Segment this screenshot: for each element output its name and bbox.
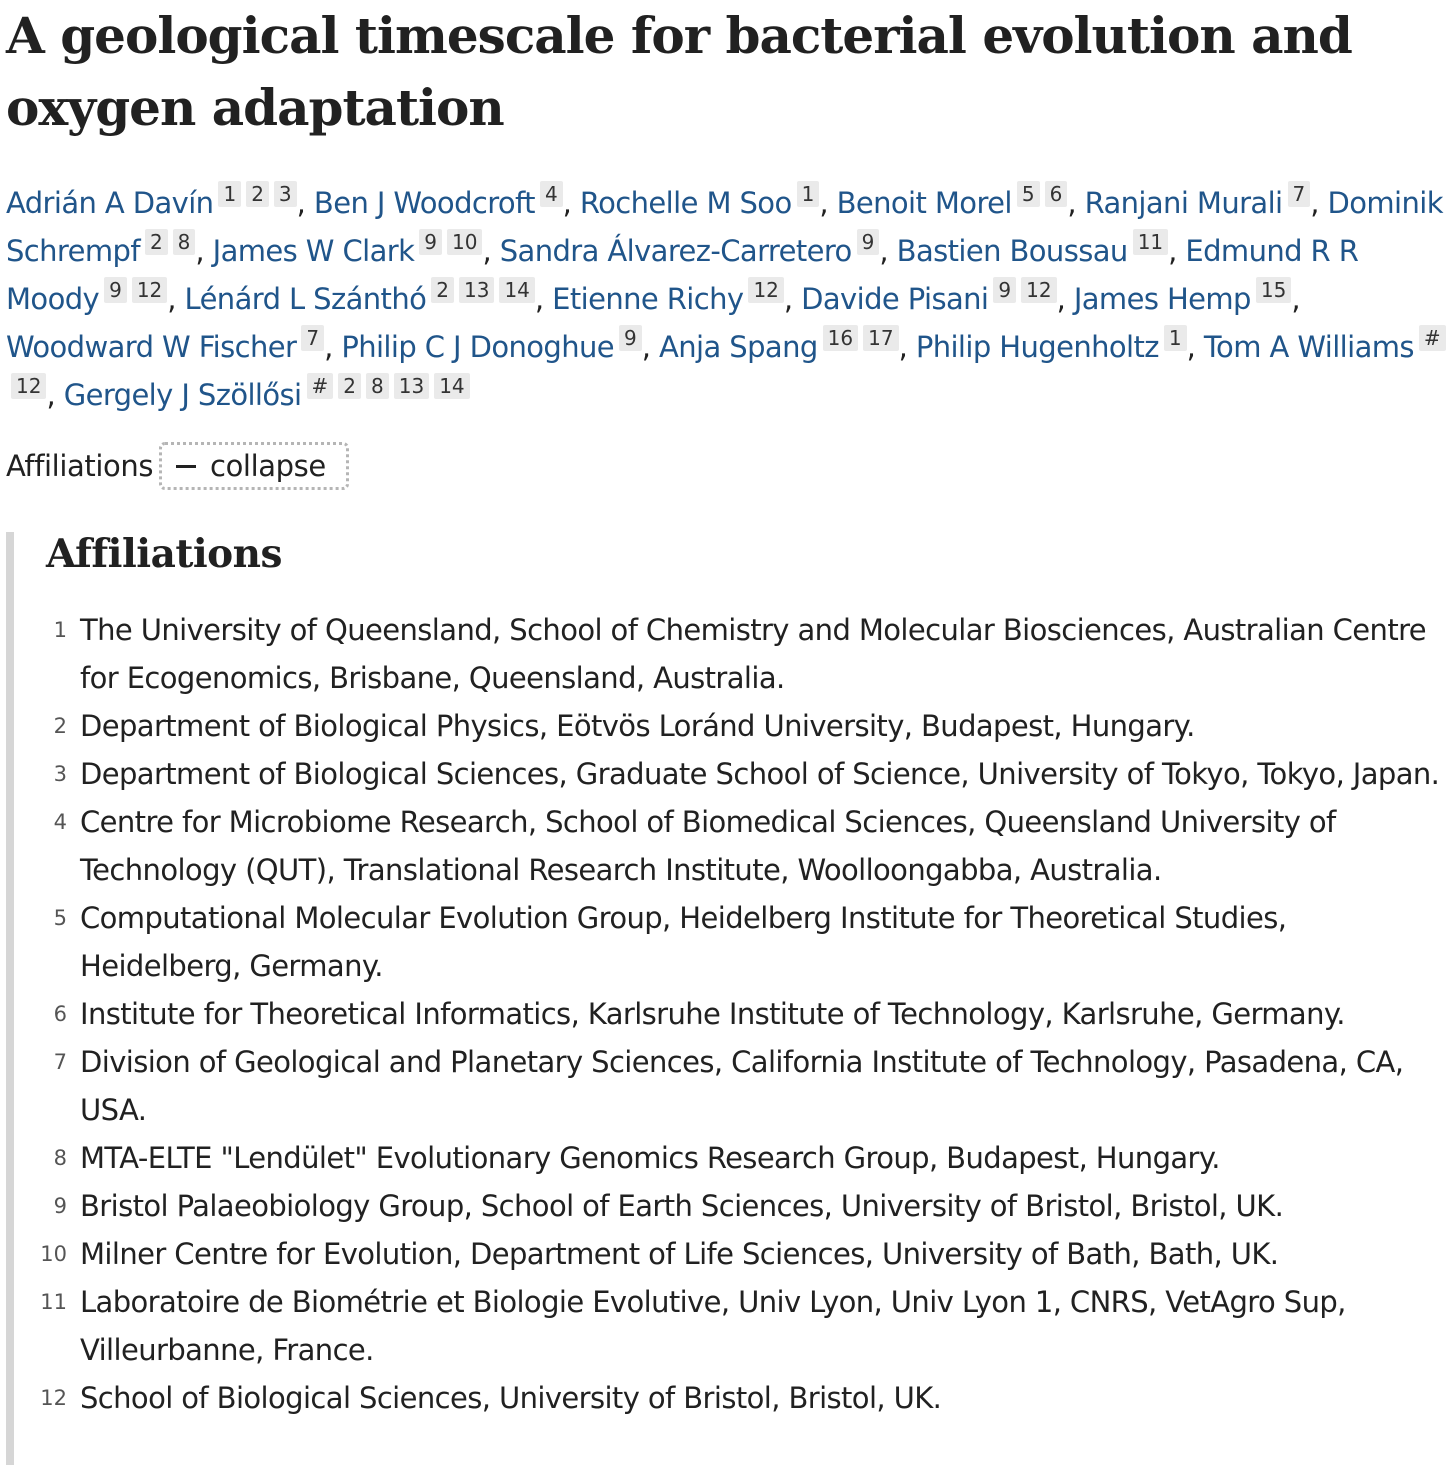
author-entry xyxy=(659,326,916,364)
author-link[interactable]: James Hemp xyxy=(1073,282,1251,316)
author-separator: , xyxy=(562,186,580,220)
author-separator: , xyxy=(1310,186,1328,220)
affiliation-text: School of Biological Sciences, University of Bristol, Bristol, UK. xyxy=(80,1381,942,1415)
affiliation-ref-badge[interactable]: 7 xyxy=(301,325,324,351)
affiliation-number: 2 xyxy=(53,714,67,738)
author-entry xyxy=(6,326,342,364)
author-separator: , xyxy=(324,330,342,364)
author-entry xyxy=(552,278,802,316)
affiliation-ref-badge[interactable]: 3 xyxy=(274,181,297,207)
affiliation-ref-badge[interactable]: 9 xyxy=(857,229,880,255)
author-link[interactable]: Edmund R R Moody xyxy=(6,234,1359,316)
author-link[interactable]: Dominik Schrempf xyxy=(6,186,1443,268)
author-link[interactable]: Ben J Woodcroft xyxy=(313,186,535,220)
affiliation-ref-badge[interactable]: 11 xyxy=(1133,229,1168,255)
author-entry xyxy=(579,182,837,220)
affiliation-text: Bristol Palaeobiology Group, School of Earth Sciences, University of Bristol, Bristol, UK. xyxy=(80,1189,1284,1223)
author-separator: , xyxy=(898,330,916,364)
collapse-affiliations-button[interactable] xyxy=(159,442,349,490)
affiliation-ref-badge[interactable]: 10 xyxy=(447,229,482,255)
affiliation-item xyxy=(14,1182,1451,1230)
author-link[interactable]: Ranjani Murali xyxy=(1084,186,1283,220)
affiliation-ref-badge[interactable]: 1 xyxy=(797,181,820,207)
affiliation-text: Milner Centre for Evolution, Department of Life Sciences, University of Bath, Bath, UK. xyxy=(80,1237,1279,1271)
minus-icon xyxy=(176,465,196,468)
author-separator: , xyxy=(1056,282,1074,316)
affiliation-number: 12 xyxy=(40,1386,67,1410)
affiliations-list xyxy=(14,606,1451,1422)
affiliation-ref-badge[interactable]: 16 xyxy=(823,325,858,351)
affiliation-text: Laboratoire de Biométrie et Biologie Evolutive, Univ Lyon, Univ Lyon 1, CNRS, VetAgro Sup, Villeurbanne, France. xyxy=(80,1285,1346,1367)
affiliation-number: 4 xyxy=(53,810,67,834)
affiliation-item xyxy=(14,606,1451,702)
affiliation-ref-badge[interactable]: 9 xyxy=(419,229,442,255)
affiliation-text: Centre for Microbiome Research, School of Biomedical Sciences, Queensland University of Technology (QUT), Translational Research Institute, Woolloongabba, Australia. xyxy=(80,805,1336,887)
author-entry xyxy=(212,230,500,268)
author-entry xyxy=(1084,182,1328,220)
author-separator: , xyxy=(819,186,837,220)
affiliation-number: 5 xyxy=(53,906,67,930)
affiliation-item xyxy=(14,1134,1451,1182)
author-separator: , xyxy=(1291,282,1300,316)
affiliation-item xyxy=(14,894,1451,990)
author-entry xyxy=(499,230,897,268)
affiliation-number: 1 xyxy=(53,618,67,642)
affiliation-ref-badge[interactable]: 14 xyxy=(499,277,534,303)
affiliation-ref-badge[interactable]: # xyxy=(307,373,334,399)
affiliation-number: 8 xyxy=(53,1146,67,1170)
affiliation-ref-badge[interactable]: 17 xyxy=(863,325,898,351)
affiliation-ref-badge[interactable]: 4 xyxy=(540,181,563,207)
author-link[interactable]: Gergely J Szöllősi xyxy=(63,378,302,412)
author-entry xyxy=(915,326,1204,364)
affiliation-ref-badge[interactable]: 8 xyxy=(173,229,196,255)
author-entry xyxy=(836,182,1085,220)
author-separator: , xyxy=(783,282,802,316)
affiliation-item xyxy=(14,990,1451,1038)
affiliation-text: Division of Geological and Planetary Sciences, California Institute of Technology, Pasadena, CA, USA. xyxy=(80,1045,1404,1127)
affiliation-ref-badge[interactable]: 12 xyxy=(11,373,46,399)
author-entry xyxy=(341,326,660,364)
author-link[interactable]: Davide Pisani xyxy=(801,282,989,316)
affiliation-number: 3 xyxy=(53,762,67,786)
author-separator: , xyxy=(46,378,64,412)
author-separator: , xyxy=(296,186,314,220)
author-separator: , xyxy=(641,330,660,364)
author-link[interactable]: Rochelle M Soo xyxy=(579,186,792,220)
affiliation-text: MTA-ELTE "Lendület" Evolutionary Genomics Research Group, Budapest, Hungary. xyxy=(80,1141,1220,1175)
affiliation-ref-badge[interactable]: 5 xyxy=(1017,181,1040,207)
affiliation-item xyxy=(14,1278,1451,1374)
affiliation-item xyxy=(14,1230,1451,1278)
author-separator: , xyxy=(534,282,553,316)
article-title: A geological timescale for bacterial evolution and oxygen adaptation xyxy=(6,6,1352,137)
author-entry xyxy=(184,278,553,316)
affiliation-item xyxy=(14,798,1451,894)
author-link[interactable]: Lénárd L Szánthó xyxy=(184,282,427,316)
author-link[interactable]: Bastien Boussau xyxy=(896,234,1128,268)
author-entry xyxy=(896,230,1186,268)
affiliation-text: The University of Queensland, School of Chemistry and Molecular Biosciences, Australian Centre for Ecogenomics, Brisbane, Queensland, Australia. xyxy=(80,613,1427,695)
affiliation-text: Department of Biological Physics, Eötvös Loránd University, Budapest, Hungary. xyxy=(80,709,1195,743)
author-link[interactable]: Benoit Morel xyxy=(836,186,1012,220)
affiliation-ref-badge[interactable]: 12 xyxy=(748,277,783,303)
author-separator: , xyxy=(1186,330,1204,364)
affiliation-ref-badge[interactable]: 2 xyxy=(145,229,168,255)
author-separator: , xyxy=(195,234,213,268)
affiliation-ref-badge[interactable]: 15 xyxy=(1256,277,1291,303)
affiliation-number: 9 xyxy=(53,1194,67,1218)
affiliation-ref-badge[interactable]: 7 xyxy=(1288,181,1311,207)
affiliation-number: 6 xyxy=(53,1002,67,1026)
author-link[interactable]: Sandra Álvarez-Carretero xyxy=(499,234,852,268)
author-entry xyxy=(313,182,580,220)
author-separator: , xyxy=(482,234,500,268)
affiliation-ref-badge[interactable]: 9 xyxy=(993,277,1016,303)
affiliations-toggle-label: Affiliations xyxy=(6,449,154,483)
affiliations-panel xyxy=(6,532,1451,1465)
affiliation-ref-badge[interactable]: 2 xyxy=(246,181,269,207)
affiliation-ref-badge[interactable]: 2 xyxy=(338,373,361,399)
affiliation-ref-badge[interactable]: 12 xyxy=(132,277,167,303)
affiliation-ref-badge[interactable]: 13 xyxy=(459,277,494,303)
author-entry xyxy=(801,278,1074,316)
affiliation-ref-badge[interactable]: 14 xyxy=(434,373,469,399)
affiliation-text: Computational Molecular Evolution Group, Heidelberg Institute for Theoretical Studies, Heidelberg, Germany. xyxy=(80,901,1287,983)
affiliation-ref-badge[interactable]: 2 xyxy=(431,277,454,303)
affiliation-text: Institute for Theoretical Informatics, Karlsruhe Institute of Technology, Karlsruhe, Germany. xyxy=(80,997,1345,1031)
author-entry xyxy=(1073,278,1300,316)
collapse-button-label: collapse xyxy=(210,449,326,483)
affiliation-item xyxy=(14,702,1451,750)
affiliation-ref-badge[interactable]: 8 xyxy=(366,373,389,399)
affiliation-ref-badge[interactable]: 12 xyxy=(1021,277,1056,303)
author-separator: , xyxy=(167,282,185,316)
author-link[interactable]: Etienne Richy xyxy=(552,282,744,316)
author-link[interactable]: Philip Hugenholtz xyxy=(915,330,1159,364)
affiliation-ref-badge[interactable]: 1 xyxy=(1164,325,1187,351)
affiliations-toggle-row xyxy=(6,440,349,492)
author-list xyxy=(6,179,1446,419)
author-separator: , xyxy=(1067,186,1085,220)
affiliation-ref-badge[interactable]: 9 xyxy=(104,277,127,303)
author-link[interactable]: Tom A Williams xyxy=(1203,330,1414,364)
author-entry xyxy=(63,374,470,412)
affiliation-number: 11 xyxy=(40,1290,67,1314)
affiliation-ref-badge[interactable]: 6 xyxy=(1045,181,1068,207)
affiliation-ref-badge[interactable]: 9 xyxy=(619,325,642,351)
affiliation-number: 7 xyxy=(53,1050,67,1074)
author-link[interactable]: James W Clark xyxy=(212,234,415,268)
author-link[interactable]: Adrián A Davín xyxy=(6,186,214,220)
author-entry xyxy=(6,182,314,220)
affiliation-ref-badge[interactable]: 1 xyxy=(218,181,241,207)
affiliation-ref-badge[interactable]: 13 xyxy=(394,373,429,399)
affiliations-heading: Affiliations xyxy=(46,531,282,577)
affiliation-text: Department of Biological Sciences, Graduate School of Science, University of Tokyo, Tokyo, Japan. xyxy=(80,757,1440,791)
author-link[interactable]: Philip C J Donoghue xyxy=(341,330,615,364)
author-link[interactable]: Anja Spang xyxy=(659,330,818,364)
author-link[interactable]: Woodward W Fischer xyxy=(6,330,297,364)
affiliation-item xyxy=(14,750,1451,798)
author-separator: , xyxy=(1168,234,1186,268)
affiliation-ref-badge[interactable]: # xyxy=(1419,325,1446,351)
affiliation-item xyxy=(14,1374,1451,1422)
affiliation-number: 10 xyxy=(40,1242,67,1266)
affiliation-item xyxy=(14,1038,1451,1134)
author-separator: , xyxy=(879,234,897,268)
